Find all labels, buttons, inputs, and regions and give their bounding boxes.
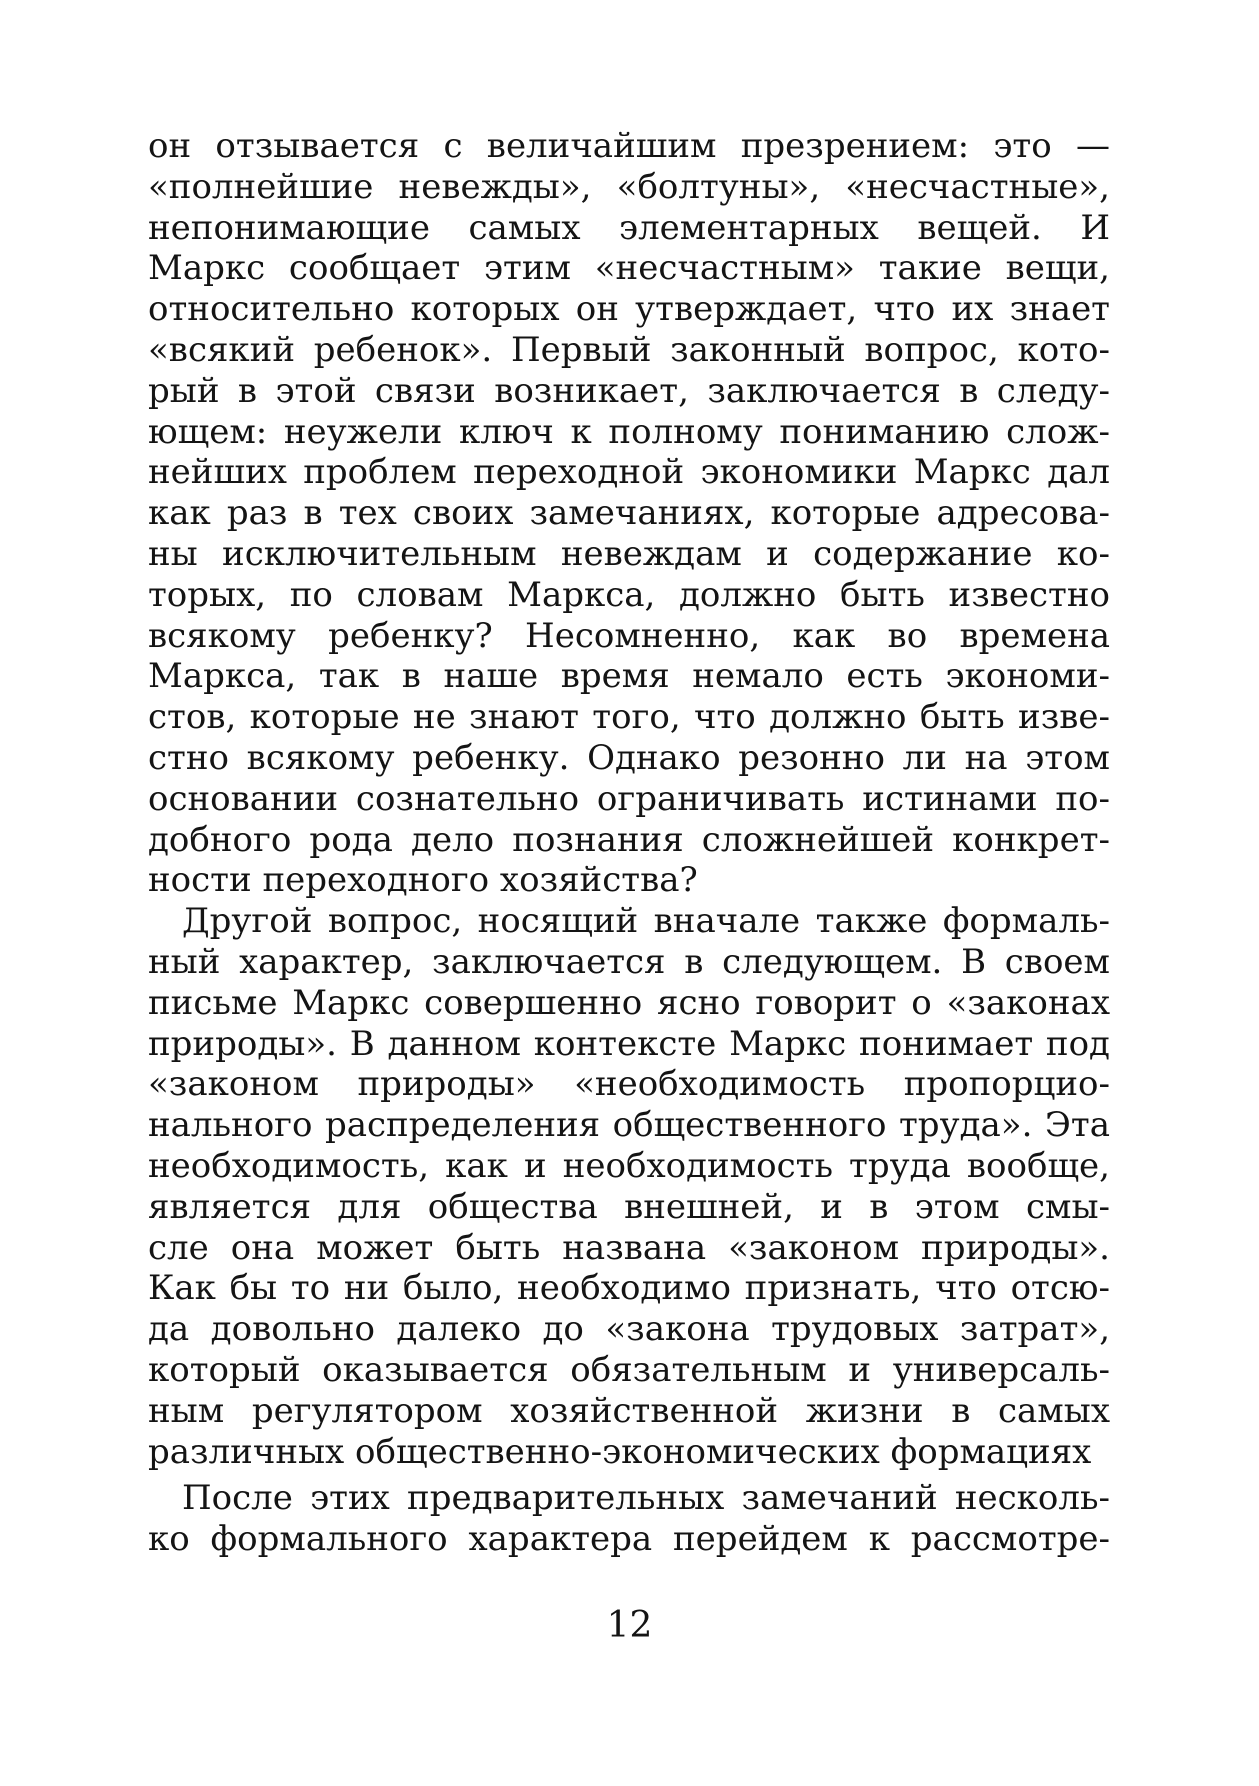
- text-line: «всякий ребенок». Первый законный вопрос, кото-: [148, 329, 1110, 370]
- text-line: ности переходного хозяйства?: [148, 860, 698, 901]
- paragraph-3: [148, 1478, 1110, 1560]
- text-line: письме Маркс совершенно ясно говорит о «законах: [148, 982, 1110, 1023]
- text-line: природы». В данном контексте Маркс понимает под: [148, 1023, 1110, 1064]
- text-line: да довольно далеко до «закона трудовых затрат»,: [148, 1309, 1110, 1350]
- text-line: который оказывается обязательным и универсаль-: [148, 1349, 1110, 1390]
- text-line: «законом природы» «необходимость пропорцио-: [148, 1064, 1110, 1105]
- text-line: ны исключительным невеждам и содержание ко-: [148, 533, 1110, 574]
- text-line: Как бы то ни было, необходимо признать, что отсю-: [148, 1268, 1110, 1309]
- text-line: различных общественно-экономических формациях: [148, 1431, 1092, 1472]
- text-line: всякому ребенку? Несомненно, как во времена: [148, 615, 1110, 656]
- text-line: ным регулятором хозяйственной жизни в самых: [148, 1390, 1110, 1431]
- text-line: добного рода дело познания сложнейшей конкрет-: [148, 819, 1110, 860]
- text-line: сле она может быть названа «законом природы».: [148, 1227, 1110, 1268]
- text-line: стов, которые не знают того, что должно быть изве-: [148, 697, 1110, 738]
- text-line: ющем: неужели ключ к полному пониманию слож-: [148, 411, 1110, 452]
- text-line: Маркс сообщает этим «несчастным» такие вещи,: [148, 248, 1110, 289]
- text-line: относительно которых он утверждает, что их знает: [148, 289, 1110, 330]
- paragraph-1: [148, 126, 1110, 901]
- text-line: Маркса, так в наше время немало есть экономи-: [148, 656, 1110, 697]
- text-line: рый в этой связи возникает, заключается в следу-: [148, 370, 1110, 411]
- text-line: ко формального характера перейдем к рассмотре-: [148, 1519, 1110, 1560]
- page-number: 12: [606, 1605, 653, 1646]
- text-line: торых, по словам Маркса, должно быть известно: [148, 574, 1110, 615]
- text-line: ный характер, заключается в следующем. В своем: [148, 941, 1110, 982]
- text-line: основании сознательно ограничивать истинами по-: [148, 778, 1110, 819]
- text-line: «полнейшие невежды», «болтуны», «несчастные»,: [148, 166, 1110, 207]
- text-line: как раз в тех своих замечаниях, которые адресова-: [148, 493, 1110, 534]
- text-line: необходимость, как и необходимость труда вообще,: [148, 1145, 1110, 1186]
- text-line: непонимающие самых элементарных вещей. И: [148, 207, 1110, 248]
- text-line: Другой вопрос, носящий вначале также формаль-: [182, 901, 1110, 942]
- text-line: После этих предварительных замечаний несколь-: [182, 1478, 1110, 1519]
- text-line: является для общества внешней, и в этом смы-: [148, 1186, 1110, 1227]
- text-line: нального распределения общественного труда». Эта: [148, 1105, 1110, 1146]
- body-text: [148, 126, 1110, 1560]
- text-line: нейших проблем переходной экономики Маркс дал: [148, 452, 1110, 493]
- text-line: он отзывается с величайшим презрением: это —: [148, 126, 1110, 166]
- text-line: стно всякому ребенку. Однако резонно ли на этом: [148, 737, 1110, 778]
- paragraph-2: [148, 901, 1110, 1472]
